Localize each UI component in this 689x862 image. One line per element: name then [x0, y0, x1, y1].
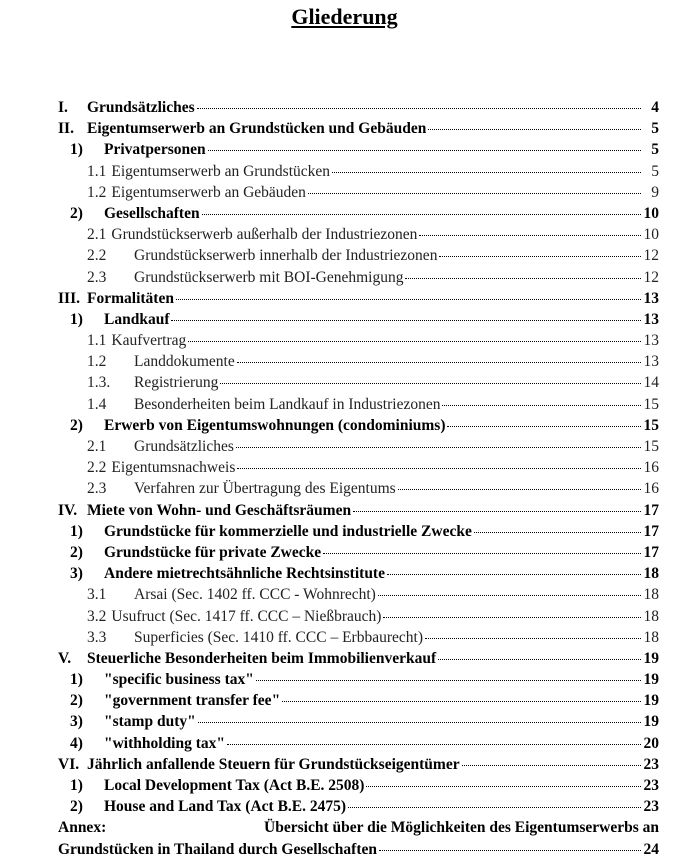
toc-entry-number: 2) — [70, 204, 83, 222]
toc-entry[interactable] — [58, 690, 659, 711]
toc-entry-number: 3) — [70, 565, 83, 583]
toc-entry-label — [58, 288, 174, 309]
dot-leader — [171, 319, 641, 321]
page-number: 13 — [643, 332, 659, 350]
toc-entry-label — [58, 500, 351, 521]
page-number: 18 — [643, 586, 659, 604]
page-number: 18 — [643, 565, 659, 583]
toc-entry-text: House and Land Tax (Act B.E. 2475) — [104, 798, 347, 816]
toc-entry-text: Formalitäten — [87, 289, 174, 307]
page-number: 12 — [643, 247, 659, 265]
toc-entry-label — [58, 97, 195, 118]
toc-entry[interactable] — [58, 542, 659, 563]
toc-entry-number: 2.3 — [87, 480, 107, 498]
dot-leader — [188, 340, 641, 342]
dot-leader — [197, 107, 641, 109]
dot-leader — [220, 382, 641, 384]
toc-entry-text: Usufruct (Sec. 1417 ff. CCC – Nießbrauch) — [111, 607, 382, 625]
toc-entry-text: Landdokumente — [134, 353, 235, 371]
dot-leader — [447, 425, 641, 427]
toc-entry-number: 3.2 — [87, 607, 107, 625]
toc-entry-number: 2.1 — [87, 226, 107, 244]
page-number: 5 — [651, 120, 659, 138]
toc-entry-number: IV. — [58, 501, 78, 519]
toc-entry[interactable] — [58, 627, 659, 648]
dot-leader — [419, 234, 641, 236]
toc-entry[interactable] — [58, 139, 659, 160]
toc-entry-text: Jährlich anfallende Steuern für Grundstückseigentümer — [87, 755, 460, 773]
toc-entry-label — [58, 245, 437, 266]
toc-entry-number: 2.1 — [87, 438, 107, 455]
toc-entry-label — [58, 415, 445, 436]
dot-leader — [438, 658, 641, 660]
toc-entry-text: Grundstückserwerb innerhalb der Industriezonen — [134, 247, 438, 265]
page-number: 19 — [643, 649, 659, 667]
toc-entry-text: Kaufvertrag — [111, 332, 187, 350]
toc-entry-label — [58, 309, 169, 330]
page-number: 17 — [643, 543, 659, 561]
toc-entry[interactable] — [58, 457, 659, 478]
page-number: 23 — [643, 798, 659, 816]
dot-leader — [439, 255, 641, 257]
toc-entry[interactable] — [58, 669, 659, 690]
dot-leader — [366, 785, 641, 787]
toc-entry[interactable] — [58, 394, 659, 415]
annex-title-line2: Grundstücken in Thailand durch Gesellschaften — [58, 840, 377, 858]
toc-entry-number: 1) — [70, 141, 83, 159]
toc-entry-label — [58, 542, 321, 563]
toc-entry[interactable] — [58, 415, 659, 436]
page-number: 18 — [643, 628, 659, 646]
toc-entry[interactable] — [58, 203, 659, 224]
dot-leader — [378, 594, 641, 596]
page-number: 15 — [643, 416, 659, 434]
toc-entry[interactable] — [58, 754, 659, 775]
page-number: 17 — [643, 522, 659, 540]
toc-entry-label — [58, 139, 206, 160]
toc-entry[interactable] — [58, 606, 659, 627]
toc-entry-text: Besonderheiten beim Landkauf in Industriezonen — [134, 395, 441, 413]
toc-entry[interactable] — [58, 118, 659, 139]
page-number: 19 — [643, 692, 659, 710]
toc-entry[interactable] — [58, 584, 659, 605]
toc-entry[interactable] — [58, 478, 659, 499]
toc-entry[interactable] — [58, 436, 659, 457]
page-number: 5 — [651, 141, 659, 159]
toc-entry-number: 1) — [70, 310, 83, 328]
toc-entry-label — [58, 796, 346, 817]
toc-entry-text: Local Development Tax (Act B.E. 2508) — [104, 777, 365, 794]
toc-entry-number: 3) — [70, 713, 83, 731]
toc-entry-number: 1.1 — [87, 332, 107, 350]
page-number: 5 — [651, 162, 659, 180]
toc-entry[interactable] — [58, 521, 659, 542]
page-number: 15 — [643, 438, 659, 455]
page-number: 10 — [643, 204, 659, 222]
toc-entry[interactable] — [58, 351, 659, 372]
toc-entry-number: V. — [58, 649, 72, 667]
toc-entry-label — [58, 606, 381, 627]
toc-entry-text: "withholding tax" — [104, 734, 226, 752]
toc-entry[interactable] — [58, 796, 659, 817]
annex-entry[interactable] — [58, 839, 659, 860]
dot-leader — [348, 806, 641, 808]
toc-entry[interactable] — [58, 330, 659, 351]
toc-entry-number: 3.1 — [87, 586, 107, 604]
toc-entry-text: Erwerb von Eigentumswohnungen (condominiums) — [104, 416, 446, 434]
toc-entry-text: Grundsätzliches — [134, 438, 234, 455]
toc-entry[interactable] — [58, 245, 659, 266]
toc-entry-label — [58, 690, 280, 711]
page-number: 20 — [643, 734, 659, 752]
dot-leader — [428, 128, 641, 130]
toc-entry-text: Landkauf — [104, 310, 170, 328]
toc-entry-number: 2.2 — [87, 459, 107, 477]
toc-entry-text: Registrierung — [134, 374, 219, 392]
page-number: 14 — [643, 374, 659, 392]
dot-leader — [383, 616, 641, 618]
dot-leader — [208, 149, 641, 151]
toc-entry-number: 3.3 — [87, 628, 107, 646]
toc-entry[interactable] — [58, 711, 659, 732]
toc-entry-label — [58, 478, 396, 499]
page-number: 19 — [643, 713, 659, 731]
toc-entry-label — [58, 436, 234, 457]
dot-leader — [308, 192, 641, 194]
toc-entry[interactable] — [58, 648, 659, 669]
toc-entry[interactable] — [58, 288, 659, 309]
toc-entry-label — [58, 711, 196, 732]
toc-entry-number: 1.4 — [87, 395, 107, 413]
toc-entry[interactable] — [58, 161, 659, 182]
page-number: 17 — [643, 501, 659, 519]
dot-leader — [405, 277, 641, 279]
page-number: 12 — [643, 268, 659, 286]
toc-entry[interactable] — [58, 182, 659, 203]
toc-entry-text: Grundstückserwerb außerhalb der Industriezonen — [111, 226, 418, 244]
toc-entry-number: 1) — [70, 777, 83, 794]
dot-leader — [237, 467, 641, 469]
page-number: 13 — [643, 310, 659, 328]
toc-entry-number: 1.2 — [87, 183, 107, 201]
page-number: 13 — [643, 353, 659, 371]
toc-entry-number: 4) — [70, 734, 83, 752]
dot-leader — [462, 764, 641, 766]
toc-entry-text: Eigentumsnachweis — [111, 459, 236, 477]
dot-leader — [353, 510, 641, 512]
page-number: 13 — [643, 289, 659, 307]
page-number: 15 — [643, 395, 659, 413]
dot-leader — [176, 298, 641, 300]
toc-entry-text: Superficies (Sec. 1410 ff. CCC – Erbbaurecht) — [134, 628, 423, 646]
page-number: 16 — [643, 480, 659, 498]
toc-entry-number: 2.3 — [87, 268, 107, 286]
toc-entry-label — [58, 351, 235, 372]
toc-entry-number: I. — [58, 99, 68, 116]
toc-entry-number: 2) — [70, 543, 83, 561]
dot-leader — [332, 171, 641, 173]
dot-leader — [202, 213, 641, 215]
dot-leader — [398, 488, 641, 490]
toc-entry[interactable] — [58, 500, 659, 521]
toc-entry-text: Grundstücke für private Zwecke — [104, 543, 322, 561]
toc-entry[interactable] — [58, 733, 659, 754]
annex-label: Annex: — [58, 819, 107, 837]
toc-entry-label — [58, 457, 235, 478]
toc-entry[interactable] — [58, 372, 659, 393]
toc-entry[interactable] — [58, 775, 659, 796]
toc-entry-text: Eigentumserwerb an Gebäuden — [111, 183, 306, 201]
page-title: Gliederung — [291, 4, 398, 29]
toc-entry-label — [58, 733, 225, 754]
page-number: 23 — [643, 777, 659, 794]
dot-leader — [387, 573, 641, 575]
toc-entry-label — [58, 224, 417, 245]
toc-entry-text: Eigentumserwerb an Grundstücken und Gebäuden — [87, 120, 427, 138]
page-number: 9 — [651, 183, 659, 201]
toc-entry-label — [58, 372, 218, 393]
page-number: 23 — [643, 755, 659, 773]
dot-leader — [236, 446, 641, 448]
dot-leader — [237, 361, 641, 363]
page-number: 10 — [643, 226, 659, 244]
toc-entry-number: 2) — [70, 416, 83, 434]
page-number: 19 — [643, 671, 659, 689]
dot-leader — [227, 743, 641, 745]
toc-entry-label — [58, 182, 306, 203]
toc-entry-label — [58, 627, 423, 648]
toc-entry-number: III. — [58, 289, 80, 307]
toc-entry-text: "government transfer fee" — [104, 692, 281, 710]
toc-entry-text: Gesellschaften — [104, 204, 200, 222]
toc-entry-label — [58, 584, 376, 605]
toc-entry-label — [58, 521, 472, 542]
toc-entry-text: Andere mietrechtsähnliche Rechtsinstitute — [104, 565, 385, 583]
toc-entry-text: "specific business tax" — [104, 671, 254, 689]
page-number: 18 — [643, 607, 659, 625]
table-of-contents — [58, 97, 659, 860]
dot-leader — [425, 637, 641, 639]
toc-entry-number: 1.3. — [87, 374, 111, 392]
toc-entry-text: Privatpersonen — [104, 141, 206, 159]
toc-entry-label — [58, 563, 385, 584]
toc-entry-label — [58, 203, 200, 224]
dot-leader — [256, 679, 641, 681]
toc-entry-text: Eigentumserwerb an Grundstücken — [111, 162, 331, 180]
toc-entry[interactable] — [58, 267, 659, 288]
toc-entry-number: 1.1 — [87, 162, 107, 180]
toc-entry-label — [58, 775, 364, 796]
toc-entry-number: 2) — [70, 798, 83, 816]
toc-entry-label — [58, 394, 440, 415]
toc-entry-label — [58, 754, 460, 775]
toc-entry-label — [58, 648, 436, 669]
dot-leader — [282, 700, 641, 702]
toc-entry-text: Arsai (Sec. 1402 ff. CCC - Wohnrecht) — [134, 586, 376, 604]
annex-heading — [58, 817, 659, 838]
toc-entry-number: 1) — [70, 522, 83, 540]
toc-entry-label — [58, 267, 403, 288]
toc-entry-number: VI. — [58, 755, 80, 773]
toc-entry-label — [58, 118, 426, 139]
dot-leader — [198, 721, 641, 723]
toc-entry[interactable] — [58, 563, 659, 584]
annex-title-line1: Übersicht über die Möglichkeiten des Eigentumserwerbs an — [264, 819, 659, 837]
dot-leader — [323, 552, 641, 554]
dot-leader — [474, 531, 641, 533]
toc-entry-text: Grundstücke für kommerzielle und industrielle Zwecke — [104, 522, 472, 540]
toc-entry-number: 1.2 — [87, 353, 107, 371]
toc-entry-text: "stamp duty" — [104, 713, 196, 731]
toc-entry-text: Grundstückserwerb mit BOI-Genehmigung — [134, 268, 404, 286]
toc-entry-number: 2) — [70, 692, 83, 710]
toc-entry[interactable] — [58, 309, 659, 330]
toc-entry-label — [58, 669, 254, 690]
toc-entry-text: Miete von Wohn- und Geschäftsräumen — [87, 501, 352, 519]
dot-leader — [442, 404, 641, 406]
toc-entry-number: 1) — [70, 671, 83, 689]
toc-entry-text: Grundsätzliches — [87, 99, 195, 116]
toc-entry-number: 2.2 — [87, 247, 107, 265]
toc-entry-text: Verfahren zur Übertragung des Eigentums — [134, 480, 396, 498]
page-number: 24 — [643, 840, 659, 858]
toc-entry[interactable] — [58, 224, 659, 245]
toc-entry-label — [58, 330, 186, 351]
toc-entry[interactable] — [58, 97, 659, 118]
toc-entry-number: II. — [58, 120, 74, 138]
page-number: 16 — [643, 459, 659, 477]
toc-entry-text: Steuerliche Besonderheiten beim Immobilienverkauf — [87, 649, 437, 667]
toc-entry-label — [58, 161, 330, 182]
page-number: 4 — [651, 99, 659, 116]
dot-leader — [379, 849, 641, 851]
